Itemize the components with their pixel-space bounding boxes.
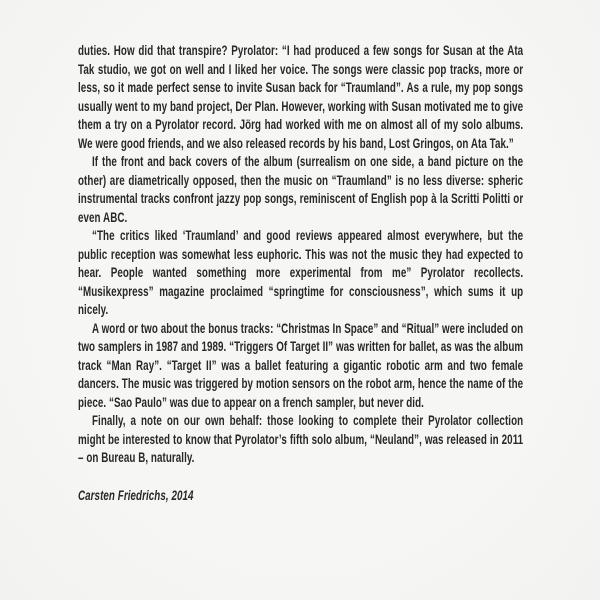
author-signature: Carsten Friedrichs, 2014 [78, 486, 194, 503]
paragraph-interview-susan: duties. How did that transpire? Pyrolator: “I had produced a few songs for Susan at the Ata Tak studio, we got on well and I liked her voice. The songs were classic pop tracks, more or less, so it made perfect sense to invite Susan back for “Traumland”. As a rule, my pop songs usually went to my band project, Der Plan. However, working with Susan motivated me to give them a try on a Pyrolator record. Jörg had worked with me on almost all of my solo albums. We were good friends, and we also released records by his band, Lost Gringos, on Ata Tak.” [78, 42, 524, 151]
paragraph-covers-music: If the front and back covers of the album (surrealism on one side, a band picture on the other) are diametrically opposed, then the music on “Traumland” is no less diverse: spheric instrumental tracks confront jazzy pop songs, reminiscent of English pop à la Scritti Politti or even ABC. [78, 153, 524, 225]
paragraph-bonus-tracks: A word or two about the bonus tracks: “Christmas In Space” and “Ritual” were included on two samplers in 1987 and 1989. “Triggers Of Target II” was written for ballet, as was the album track “Man Ray”. “Target II” was a ballet featuring a gigantic robotic arm and two female dancers. The music was triggered by motion sensors on the robot arm, hence the name of the piece. “Sao Paulo” was due to appear on a french sampler, but never did. [78, 319, 524, 410]
paragraph-critics-reception: “The critics liked ‘Traumland’ and good reviews appeared almost everywhere, but the public reception was somewhat less euphoric. This was not the music they had expected to hear. People wanted something more experimental from me” Pyrolator recollects. “Musikexpress” magazine proclaimed “springtime for consciousness”, which sums it up nicely. [78, 227, 524, 317]
liner-notes-text-block [78, 41, 523, 504]
paragraph-final-note: Finally, a note on our own behalf: those looking to complete their Pyrolator collection might be interested to know that Pyrolator’s fifth solo album, “Neuland”, was released in 2011 – on Bureau B, naturally. [78, 412, 524, 465]
